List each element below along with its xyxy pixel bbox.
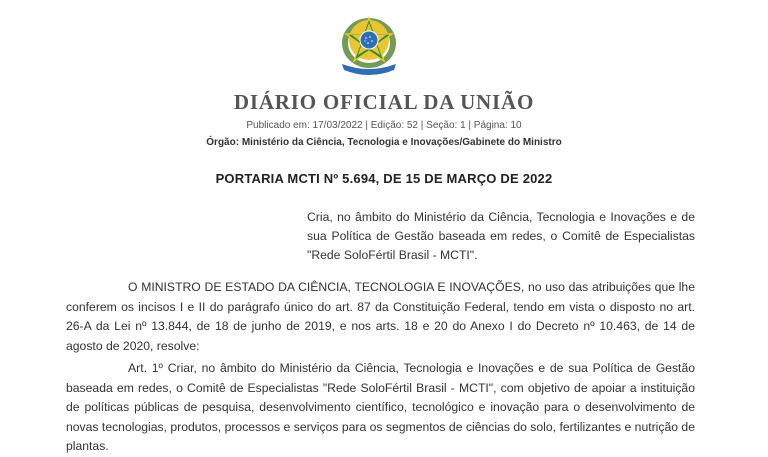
orgao-line: Órgão: Ministério da Ciência, Tecnologia e Inovações/Gabinete do Ministro xyxy=(206,137,562,148)
publication-info: Publicado em: 17/03/2022 | Edição: 52 | Seção: 1 | Página: 10 xyxy=(246,120,522,131)
preamble-paragraph: O MINISTRO DE ESTADO DA CIÊNCIA, TECNOLOGIA E INOVAÇÕES, no uso das atribuições que lhe conferem os incisos I e II do parágrafo único do art. 87 da Constituição Federal, tendo em vista o disposto no art. 26-A da Lei nº 13.844, de 18 de junho de 2019, e nos arts. 18 e 20 do Anexo I do Decreto nº 10.463, de 14 de agosto de 2020, resolve: xyxy=(66,280,695,353)
publication-title: DIÁRIO OFICIAL DA UNIÃO xyxy=(233,90,535,114)
coat-of-arms-icon xyxy=(334,10,404,80)
document-title: PORTARIA MCTI Nº 5.694, DE 15 DE MARÇO DE 2022 xyxy=(215,171,553,186)
ementa: Cria, no âmbito do Ministério da Ciência, Tecnologia e Inovações e de sua Política de Gestão baseada em redes, o Comitê de Especialistas "Rede SoloFértil Brasil - MCTI". xyxy=(307,210,695,262)
article-1-paragraph: Art. 1º Criar, no âmbito do Ministério da Ciência, Tecnologia e Inovações e de sua Política de Gestão baseada em redes, o Comitê de Especialistas "Rede SoloFértil Brasil - MCTI", com objetivo de apoiar a instituição de políticas públicas de pesquisa, desenvolvimento científico, tecnológico e inovação para o desenvolvimento de novas tecnologias, produtos, processos e serviços para os segmentos de ciências do solo, fertilizantes e nutrição de plantas. xyxy=(66,361,695,453)
